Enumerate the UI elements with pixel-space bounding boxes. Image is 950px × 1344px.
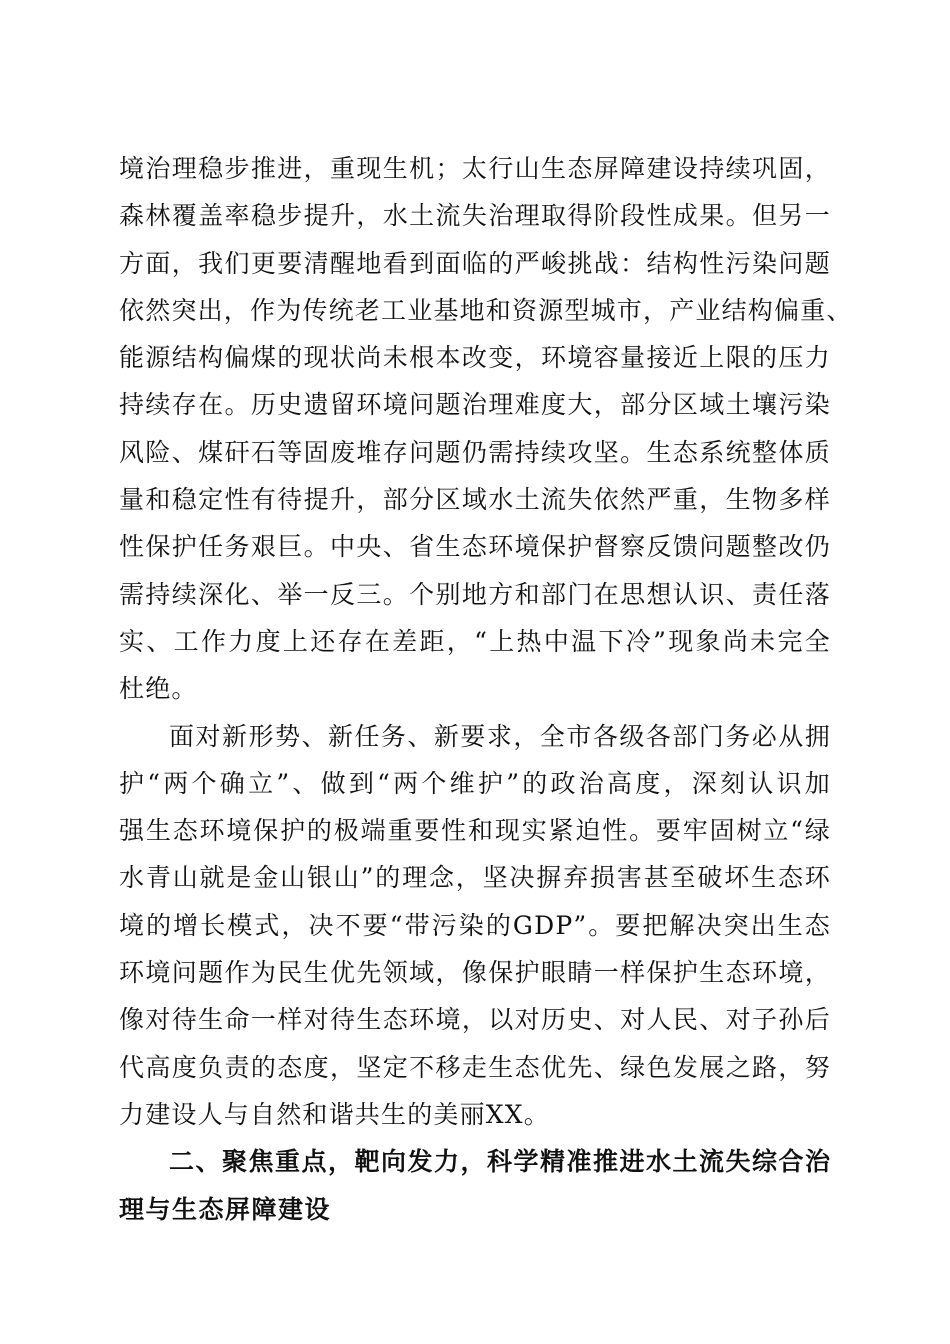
text-line: 代高度负责的态度，坚定不移走生态优先、绿色发展之路，努 [119,1052,831,1082]
text-line: 力建设人与自然和谐共生的美丽XX。 [119,1099,550,1129]
text-line: 量和稳定性有待提升，部分区域水土流失依然严重，生物多样 [119,485,831,515]
text-line: 持续存在。历史遗留环境问题治理难度大，部分区域土壤污染 [119,390,831,420]
heading-line: 二、聚焦重点，靶向发力，科学精准推进水土流失综合治 [169,1147,832,1177]
text-line: 强生态环境保护的极端重要性和现实紧迫性。要牢固树立“绿 [119,816,831,846]
text-line: 需持续深化、举一反三。个别地方和部门在思想认识、责任落 [119,579,831,609]
section-heading [119,1138,831,1233]
document-body [119,145,853,1233]
text-line: 杜绝。 [119,674,198,704]
text-line: 护“两个确立”、做到“两个维护”的政治高度，深刻认识加 [119,768,831,798]
text-line: 面对新形势、新任务、新要求，全市各级各部门务必从拥 [169,721,831,751]
text-line: 依然突出，作为传统老工业基地和资源型城市，产业结构偏重、 [119,295,853,325]
text-line: 方面，我们更要清醒地看到面临的严峻挑战：结构性污染问题 [119,248,831,278]
text-line: 风险、煤矸石等固废堆存问题仍需持续攻坚。生态系统整体质 [119,437,831,467]
text-line: 能源结构偏煤的现状尚未根本改变，环境容量接近上限的压力 [119,343,831,373]
text-line: 性保护任务艰巨。中央、省生态环境保护督察反馈问题整改仍 [119,532,831,562]
paragraph-challenges [119,145,853,713]
text-line: 环境问题作为民生优先领域，像保护眼睛一样保护生态环境， [119,958,831,988]
text-line: 像对待生命一样对待生态环境，以对历史、对人民、对子孙后 [119,1005,831,1035]
text-line: 境治理稳步推进，重现生机；太行山生态屏障建设持续巩固， [119,154,831,183]
text-line: 水青山就是金山银山”的理念，坚决摒弃损害甚至破坏生态环 [119,863,831,893]
heading-line: 理与生态屏障建设 [119,1194,332,1224]
text-line: 森林覆盖率稳步提升，水土流失治理取得阶段性成果。但另一 [119,201,831,231]
paragraph-new-situation [119,713,831,1139]
text-line: 实、工作力度上还存在差距，“上热中温下冷”现象尚未完全 [119,626,831,656]
text-line: 境的增长模式，决不要“带污染的GDP”。要把解决突出生态 [119,910,831,940]
